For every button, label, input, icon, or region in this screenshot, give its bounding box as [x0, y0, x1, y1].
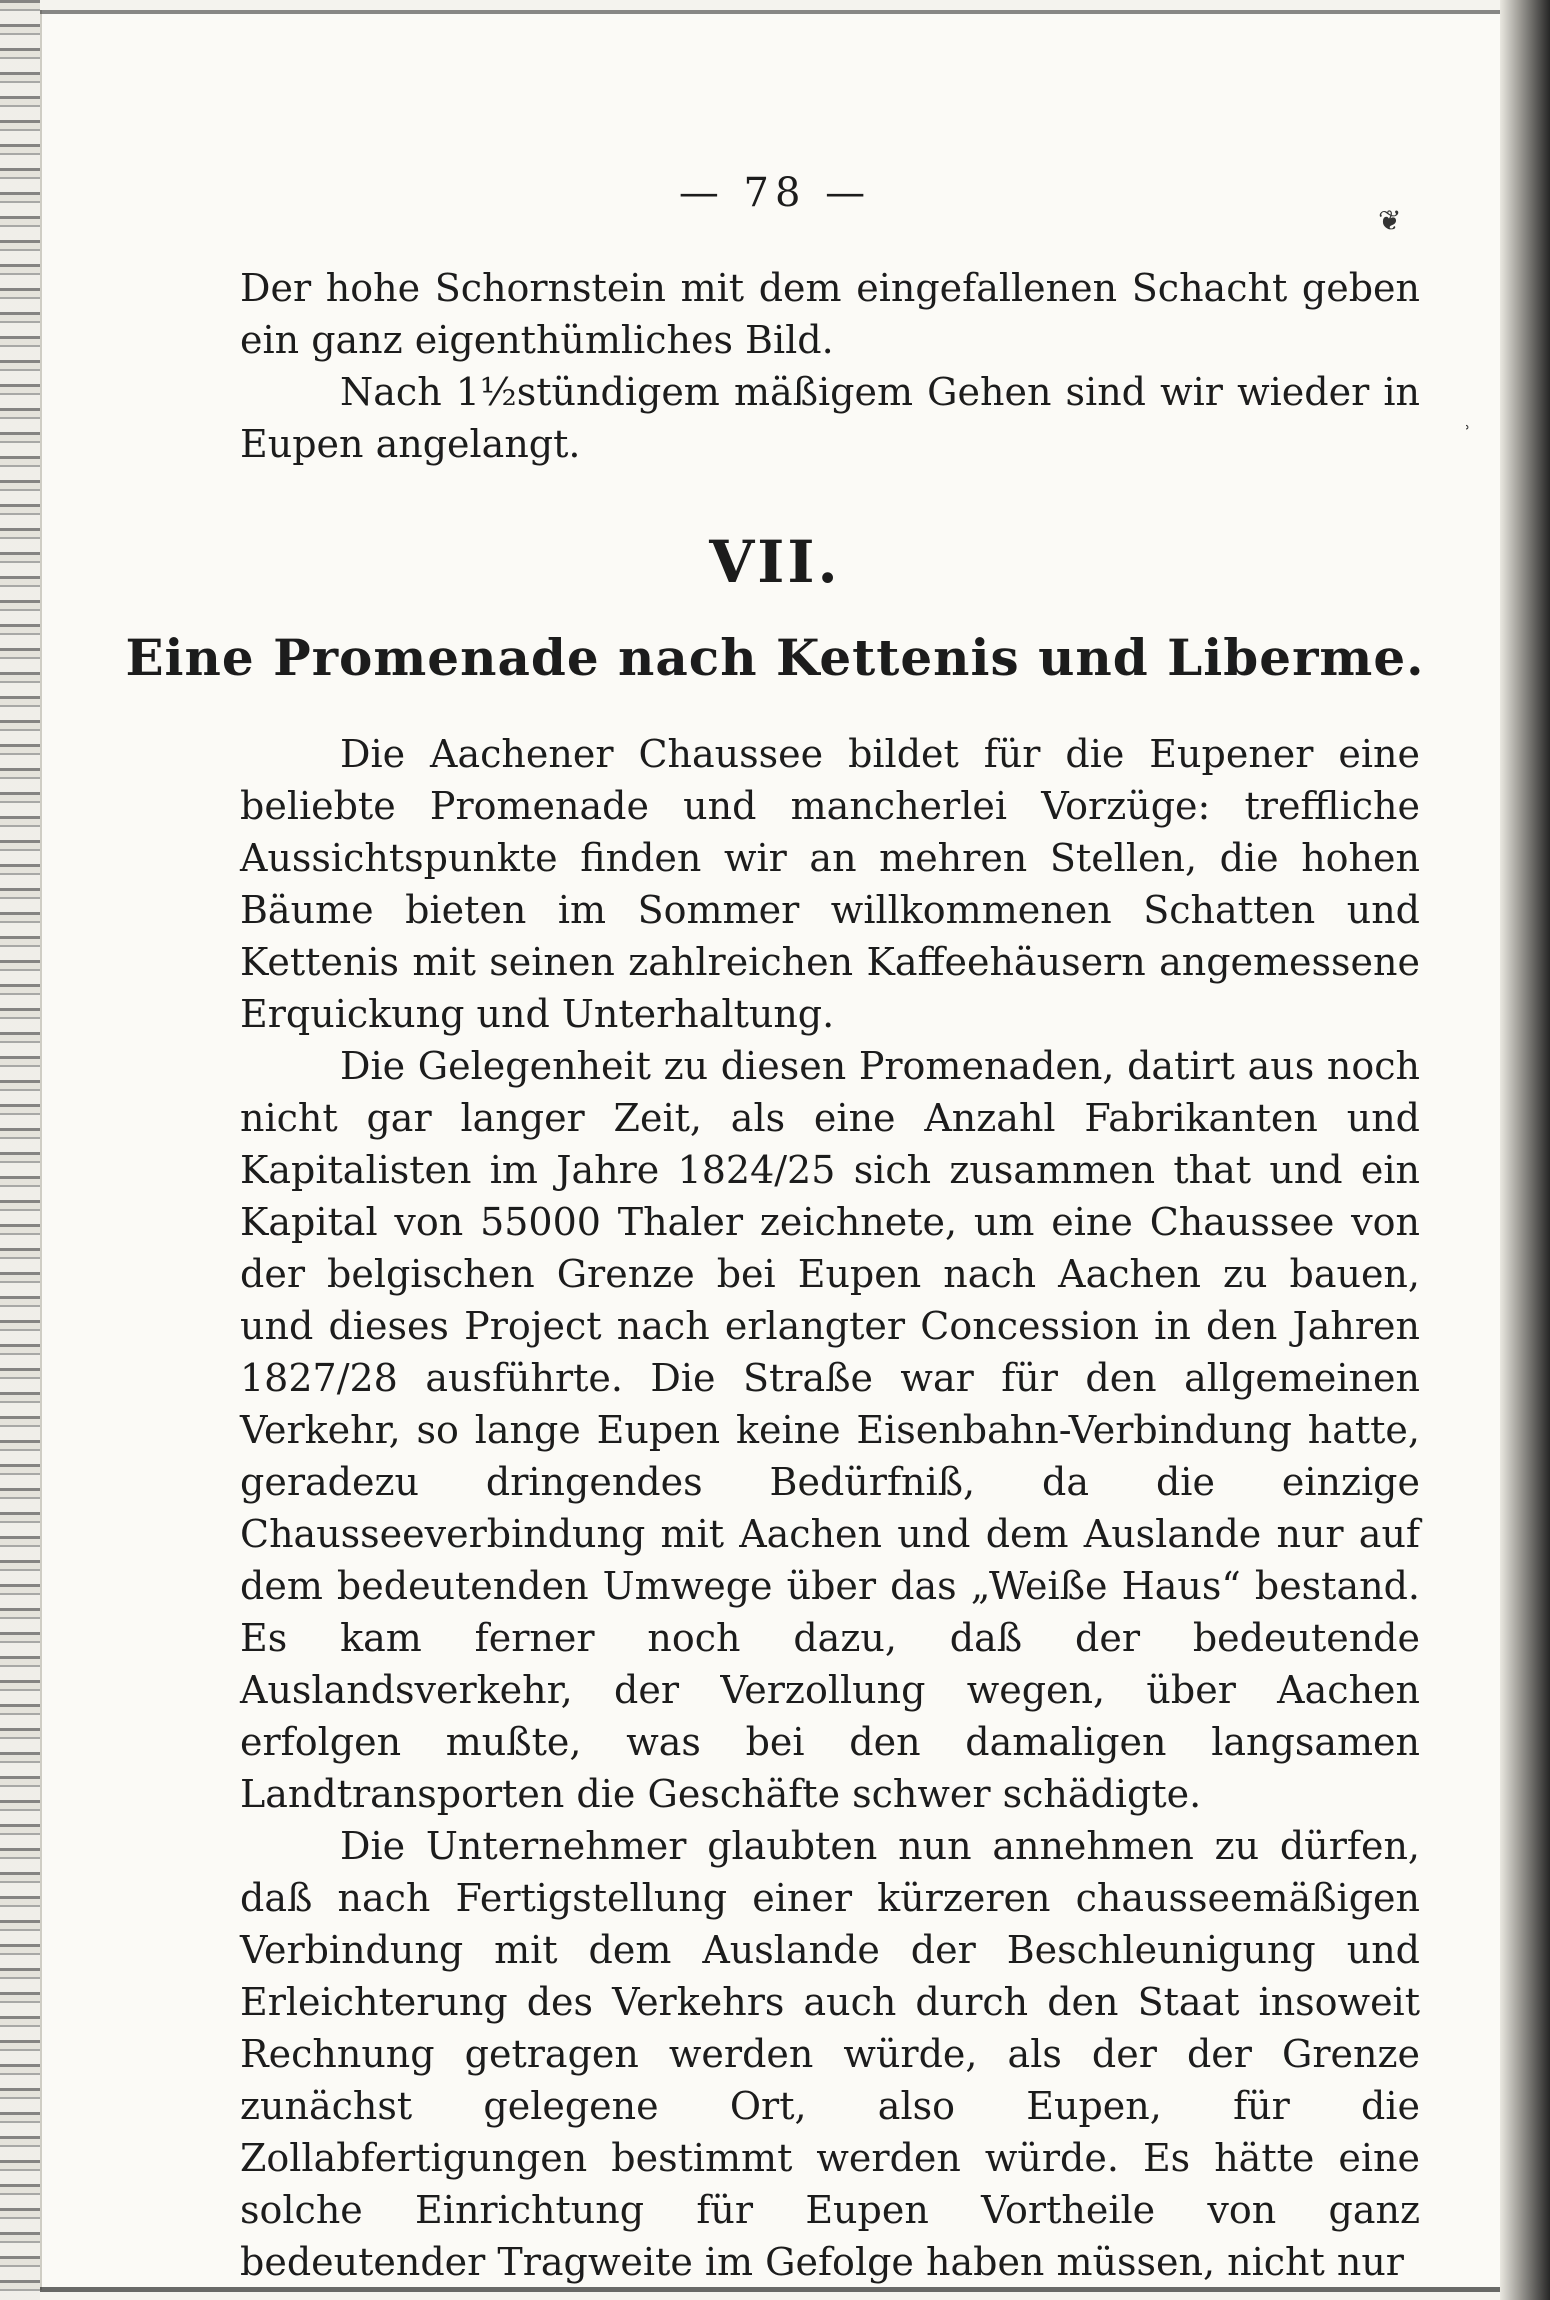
- chapter-title: Eine Promenade nach Kettenis und Liberme.: [125, 628, 1425, 687]
- page-header: [0, 170, 1550, 216]
- chapter-number: VII.: [709, 528, 841, 596]
- body-paragraph: Die Gelegenheit zu diesen Promenaden, datirt aus noch nicht gar langer Zeit, als eine Anzahl Fabrikanten und Kapitalisten im Jahre 1824/25 sich zusammen that und ein Kapital von 55000 Thaler zeichnete, um eine Chaussee von der belgischen Grenze bei Eupen nach Aachen zu bauen, und dieses Project nach erlangter Concession in den Jahren 1827/28 ausführte. Die Straße war für den allgemeinen Verkehr, so lange Eupen keine Eisenbahn-Verbindung hatte, geradezu dringendes Bedürfniß, da die einzige Chausseeverbindung mit Aachen und dem Auslande nur auf dem bedeutenden Umwege über das „Weiße Haus“ bestand. Es kam ferner noch dazu, daß der bedeutende Auslandsverkehr, der Verzollung wegen, über Aachen erfolgen mußte, was bei den damaligen langsamen Landtransporten die Geschäfte schwer schädigte.: [240, 1044, 1420, 1816]
- chapter-body: [240, 728, 1420, 2288]
- continuation-paragraph: Der hohe Schornstein mit dem eingefallenen Schacht geben ein ganz eigenthümliches Bild.: [240, 266, 1420, 362]
- scan-left-edge: [0, 0, 40, 2300]
- body-paragraph: Die Aachener Chaussee bildet für die Eupener eine beliebte Promenade und mancherlei Vorzüge: treffliche Aussichtspunkte finden wir an mehren Stellen, die hohen Bäume bieten im Sommer willkommenen Schatten und Kettenis mit seinen zahlreichen Kaffeehäusern angemessene Erquickung und Unterhaltung.: [240, 732, 1420, 1036]
- scan-right-edge: [1500, 0, 1550, 2300]
- scan-top-edge: [40, 10, 1500, 14]
- ink-blot-mark: ❦: [1378, 204, 1402, 237]
- continuation-text: [240, 262, 1420, 470]
- page-number: — 78 —: [678, 170, 872, 216]
- body-paragraph: Die Unternehmer glaubten nun annehmen zu dürfen, daß nach Fertigstellung einer kürzeren chausseemäßigen Verbindung mit dem Auslande der Beschleunigung und Erleichterung des Verkehrs auch durch den Staat insoweit Rechnung getragen werden würde, als der der Grenze zunächst gelegene Ort, also Eupen, für die Zollabfertigungen bestimmt werden würde. Es hätte eine solche Einrichtung für Eupen Vortheile von ganz bedeutender Tragweite im Gefolge haben müssen, nicht nur: [240, 1824, 1420, 2284]
- margin-mark: ˒: [1465, 418, 1471, 439]
- continuation-paragraph: Nach 1½stündigem mäßigem Gehen sind wir wieder in Eupen angelangt.: [240, 370, 1420, 466]
